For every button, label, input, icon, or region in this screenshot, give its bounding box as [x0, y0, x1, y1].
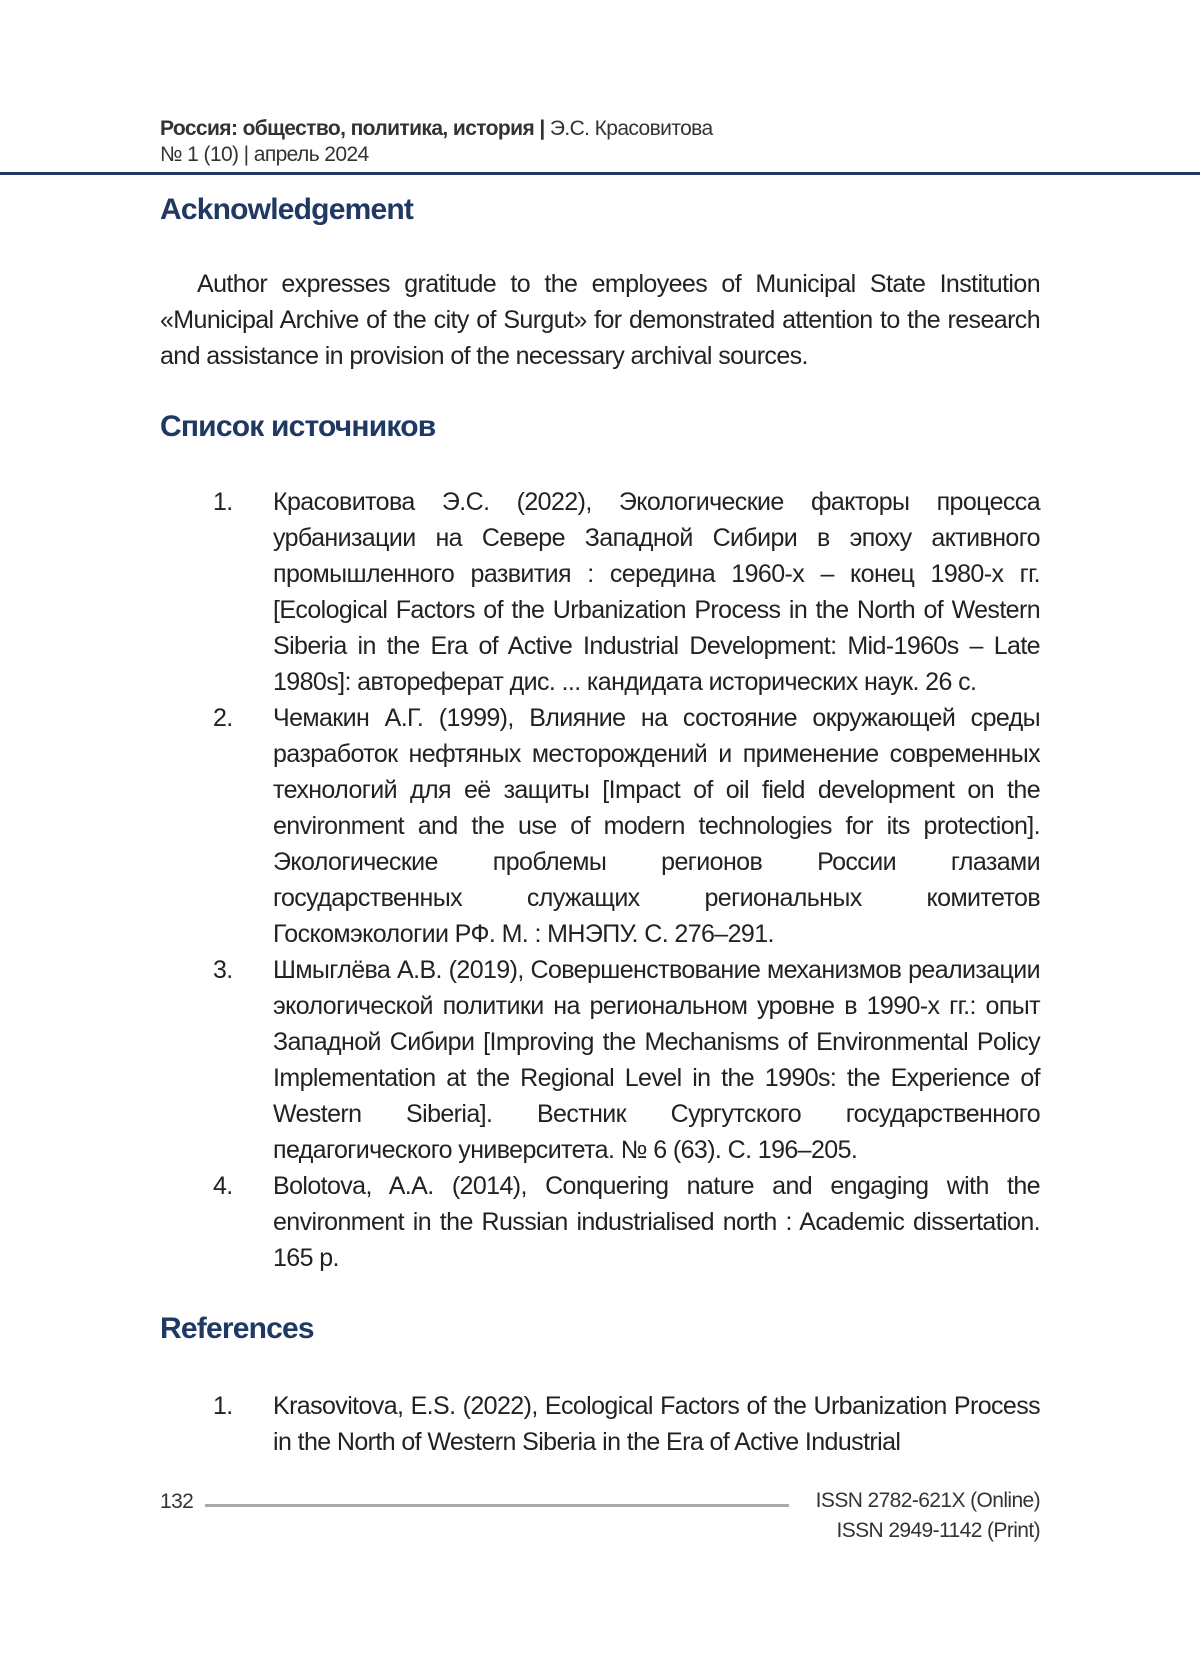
item-text: Красовитова Э.С. (2022), Экологические факторы процесса урбанизации на Севере Западной Сибири в эпоху активного промышленного развития : середина 1960-х – конец 1980-х гг. [Ecological Factors of the Urbanization Process in the North of Western Siberia in the Era of Active Industrial Development: Mid-1960s – Late 1980s]: автореферат дис. ... кандидата исторических наук. 26 с.	[273, 488, 1040, 696]
list-item	[160, 1168, 1040, 1276]
issn-print: ISSN 2949-1142 (Print)	[816, 1516, 1040, 1546]
list-item	[160, 484, 1040, 700]
item-number: 4.	[213, 1168, 233, 1204]
references-list	[160, 1388, 1040, 1460]
sources-list	[160, 484, 1040, 1276]
journal-title: Россия: общество, политика, история |	[160, 117, 545, 140]
item-number: 2.	[213, 700, 233, 736]
running-header	[160, 116, 713, 168]
list-item	[160, 952, 1040, 1168]
acknowledgement-text: Author expresses gratitude to the employees of Municipal State Institution «Municipal Archive of the city of Surgut» for demonstrated attention to the research and assistance in provision of the necessary archival sources.	[160, 266, 1040, 374]
item-text: Krasovitova, E.S. (2022), Ecological Factors of the Urbanization Process in the North of Western Siberia in the Era of Active Industrial	[273, 1392, 1040, 1456]
item-number: 1.	[213, 484, 233, 520]
footer-rule	[205, 1504, 789, 1507]
item-number: 1.	[213, 1388, 233, 1424]
item-text: Чемакин А.Г. (1999), Влияние на состояние окружающей среды разработок нефтяных месторождений и применение современных технологий для её защиты [Impact of oil field development on the environment and the use of modern technologies for its protection]. Экологические проблемы регионов России глазами государственных служащих региональных комитетов Госкомэкологии РФ. М. : МНЭПУ. С. 276–291.	[273, 704, 1040, 948]
list-item	[160, 1388, 1040, 1460]
item-number: 3.	[213, 952, 233, 988]
issn-block	[816, 1486, 1040, 1546]
page-number: 132	[160, 1490, 193, 1514]
item-text: Шмыглёва А.В. (2019), Совершенствование механизмов реализации экологической политики на региональном уровне в 1990-х гг.: опыт Западной Сибири [Improving the Mechanisms of Environmental Policy Implementation at the Regional Level in the 1990s: the Experience of Western Siberia]. Вестник Сургутского государственного педагогического университета. № 6 (63). С. 196–205.	[273, 956, 1040, 1164]
item-text: Bolotova, A.A. (2014), Conquering nature and engaging with the environment in the Russian industrialised north : Academic dissertation. 165 p.	[273, 1172, 1040, 1272]
issn-online: ISSN 2782-621X (Online)	[816, 1486, 1040, 1516]
issue-info: № 1 (10) | апрель 2024	[160, 142, 713, 168]
references-heading: References	[160, 1312, 314, 1346]
sources-heading: Список источников	[160, 410, 435, 444]
list-item	[160, 700, 1040, 952]
header-author: Э.С. Красовитова	[545, 117, 713, 140]
header-rule	[0, 172, 1200, 175]
acknowledgement-heading: Acknowledgement	[160, 193, 413, 227]
